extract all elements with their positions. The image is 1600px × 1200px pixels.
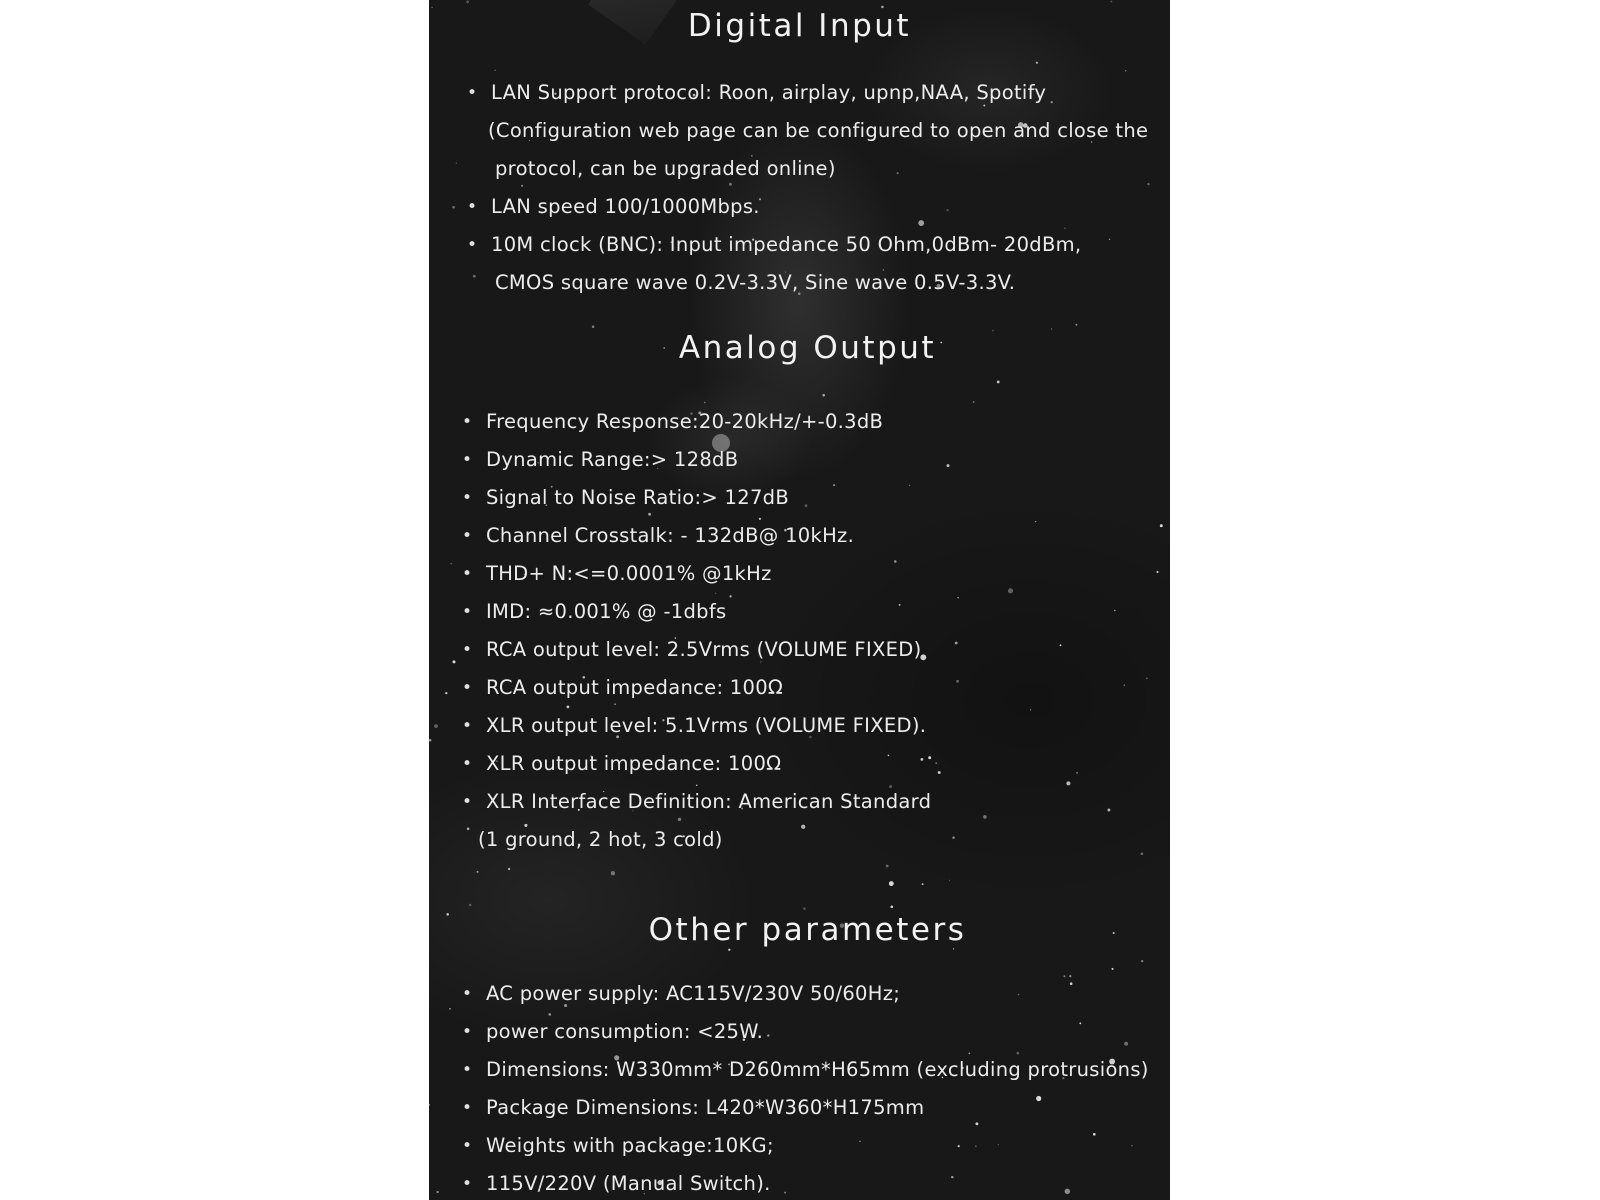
digital-input-title: Digital Input	[687, 8, 912, 44]
digital-input-list	[467, 74, 1149, 302]
bullet-icon: •	[462, 1022, 473, 1042]
item-text-continuation: (1 ground, 2 hot, 3 cold)	[478, 828, 723, 851]
bullet-icon: •	[467, 197, 478, 217]
star	[822, 394, 825, 397]
star	[728, 949, 730, 951]
item-text: LAN speed 100/1000Mbps.	[491, 195, 760, 218]
bullet-icon: •	[462, 1098, 473, 1118]
star	[1156, 571, 1158, 573]
star	[947, 464, 950, 467]
star	[477, 871, 479, 873]
star	[452, 660, 455, 663]
star	[436, 1191, 438, 1193]
item-text: RCA output impedance: 100Ω	[486, 676, 784, 699]
star	[494, 69, 495, 70]
item-text: XLR output level: 5.1Vrms (VOLUME FIXED).	[486, 714, 927, 737]
star	[889, 881, 894, 886]
list-item	[462, 707, 931, 745]
list-item	[462, 975, 1149, 1013]
star	[997, 380, 1000, 383]
item-text: AC power supply: AC115V/230V 50/60Hz;	[486, 982, 901, 1005]
star	[955, 642, 958, 645]
bullet-icon: •	[462, 678, 473, 698]
star	[592, 325, 595, 328]
item-text: RCA output level: 2.5Vrms (VOLUME FIXED)	[486, 638, 922, 661]
star	[1107, 809, 1110, 812]
bullet-icon: •	[462, 488, 473, 508]
star	[956, 680, 959, 683]
bullet-icon: •	[462, 412, 473, 432]
star	[1030, 709, 1031, 710]
bullet-icon: •	[467, 235, 478, 255]
star	[1008, 588, 1013, 593]
list-item	[462, 555, 931, 593]
item-text: Weights with package:10KG;	[486, 1134, 774, 1157]
bullet-icon: •	[462, 602, 473, 622]
other-parameters-title: Other parameters	[648, 912, 967, 948]
bullet-icon: •	[462, 526, 473, 546]
item-text: THD+ N:<=0.0001% @1kHz	[486, 562, 772, 585]
item-text: Dimensions: W330mm* D260mm*H65mm (excluding protrusions)	[486, 1058, 1149, 1081]
item-text: 10M clock (BNC): Input impedance 50 Ohm,0dBm- 20dBm,	[491, 233, 1082, 256]
list-item	[462, 1089, 1149, 1127]
list-item	[462, 479, 931, 517]
star	[611, 871, 615, 875]
star	[803, 907, 806, 910]
star	[1066, 781, 1070, 785]
star	[949, 880, 950, 881]
star	[1160, 524, 1163, 527]
list-item	[462, 593, 931, 631]
list-item	[462, 517, 931, 555]
star	[957, 597, 958, 598]
star	[1141, 852, 1144, 855]
star	[922, 883, 924, 885]
star	[1125, 70, 1127, 72]
item-text: Frequency Response:20-20kHz/+-0.3dB	[486, 410, 884, 433]
bullet-icon: •	[462, 754, 473, 774]
item-text-continuation: (Configuration web page can be configured to open and close the	[488, 119, 1149, 142]
star	[1114, 610, 1116, 612]
star	[983, 815, 987, 819]
list-item	[462, 1165, 1149, 1200]
list-item	[462, 403, 931, 441]
star	[1124, 684, 1126, 686]
list-item	[462, 1051, 1149, 1089]
star	[886, 865, 889, 868]
bullet-icon: •	[462, 716, 473, 736]
star	[467, 827, 470, 830]
analog-output-title: Analog Output	[678, 330, 937, 366]
star	[953, 948, 954, 949]
star	[1141, 960, 1143, 962]
star	[473, 275, 476, 278]
list-item	[462, 783, 932, 859]
star	[1035, 521, 1036, 522]
star	[508, 868, 510, 870]
star	[449, 1008, 451, 1010]
list-item	[462, 1013, 1149, 1051]
star	[890, 905, 893, 908]
star	[1110, 1, 1112, 3]
bullet-icon: •	[462, 1060, 473, 1080]
star	[429, 1104, 430, 1106]
star	[429, 739, 431, 742]
bullet-icon: •	[462, 564, 473, 584]
item-text-continuation: protocol, can be upgraded online)	[495, 157, 836, 180]
star	[456, 163, 457, 164]
star	[434, 724, 438, 728]
star	[938, 771, 941, 774]
bullet-icon: •	[462, 640, 473, 660]
other-parameters-list	[462, 975, 1149, 1200]
bullet-icon: •	[462, 984, 473, 1004]
star	[1111, 968, 1113, 970]
star	[1060, 644, 1062, 646]
item-text-continuation: CMOS square wave 0.2V-3.3V, Sine wave 0.5V-3.3V.	[495, 271, 1016, 294]
star	[1076, 772, 1078, 774]
star	[1075, 324, 1077, 326]
bullet-icon: •	[462, 1136, 473, 1156]
bullet-icon: •	[462, 792, 473, 812]
item-text: Signal to Noise Ratio:> 127dB	[486, 486, 790, 509]
list-item	[462, 441, 931, 479]
list-item	[462, 1127, 1149, 1165]
item-text: Channel Crosstalk: - 132dB@ 10kHz.	[486, 524, 855, 547]
item-text: LAN Support protocol: Roon, airplay, upnp,NAA, Spotify	[491, 81, 1047, 104]
item-text: XLR Interface Definition: American Standard	[486, 790, 932, 813]
spec-panel	[429, 0, 1170, 1200]
analog-output-list	[462, 403, 932, 859]
list-item	[467, 226, 1148, 302]
star	[1036, 62, 1038, 64]
item-text: XLR output impedance: 100Ω	[486, 752, 782, 775]
bullet-icon: •	[462, 1174, 473, 1194]
item-text: Dynamic Range:> 128dB	[486, 448, 739, 471]
list-item	[462, 669, 931, 707]
item-text: Package Dimensions: L420*W360*H175mm	[486, 1096, 925, 1119]
star	[445, 692, 447, 694]
item-text: power consumption: <25W.	[486, 1020, 764, 1043]
star	[450, 563, 451, 564]
list-item	[467, 188, 1148, 226]
list-item	[462, 745, 931, 783]
item-text: IMD: ≈0.001% @ -1dbfs	[486, 600, 727, 623]
star	[466, 1, 469, 4]
star	[452, 206, 455, 209]
star	[469, 904, 471, 906]
item-text: 115V/220V (Manual Switch).	[486, 1172, 771, 1195]
bullet-icon: •	[467, 83, 478, 103]
list-item	[467, 74, 1149, 188]
star	[935, 762, 937, 764]
star	[952, 836, 954, 838]
star	[1146, 677, 1148, 679]
star	[973, 401, 975, 403]
bullet-icon: •	[462, 450, 473, 470]
list-item	[462, 631, 931, 669]
